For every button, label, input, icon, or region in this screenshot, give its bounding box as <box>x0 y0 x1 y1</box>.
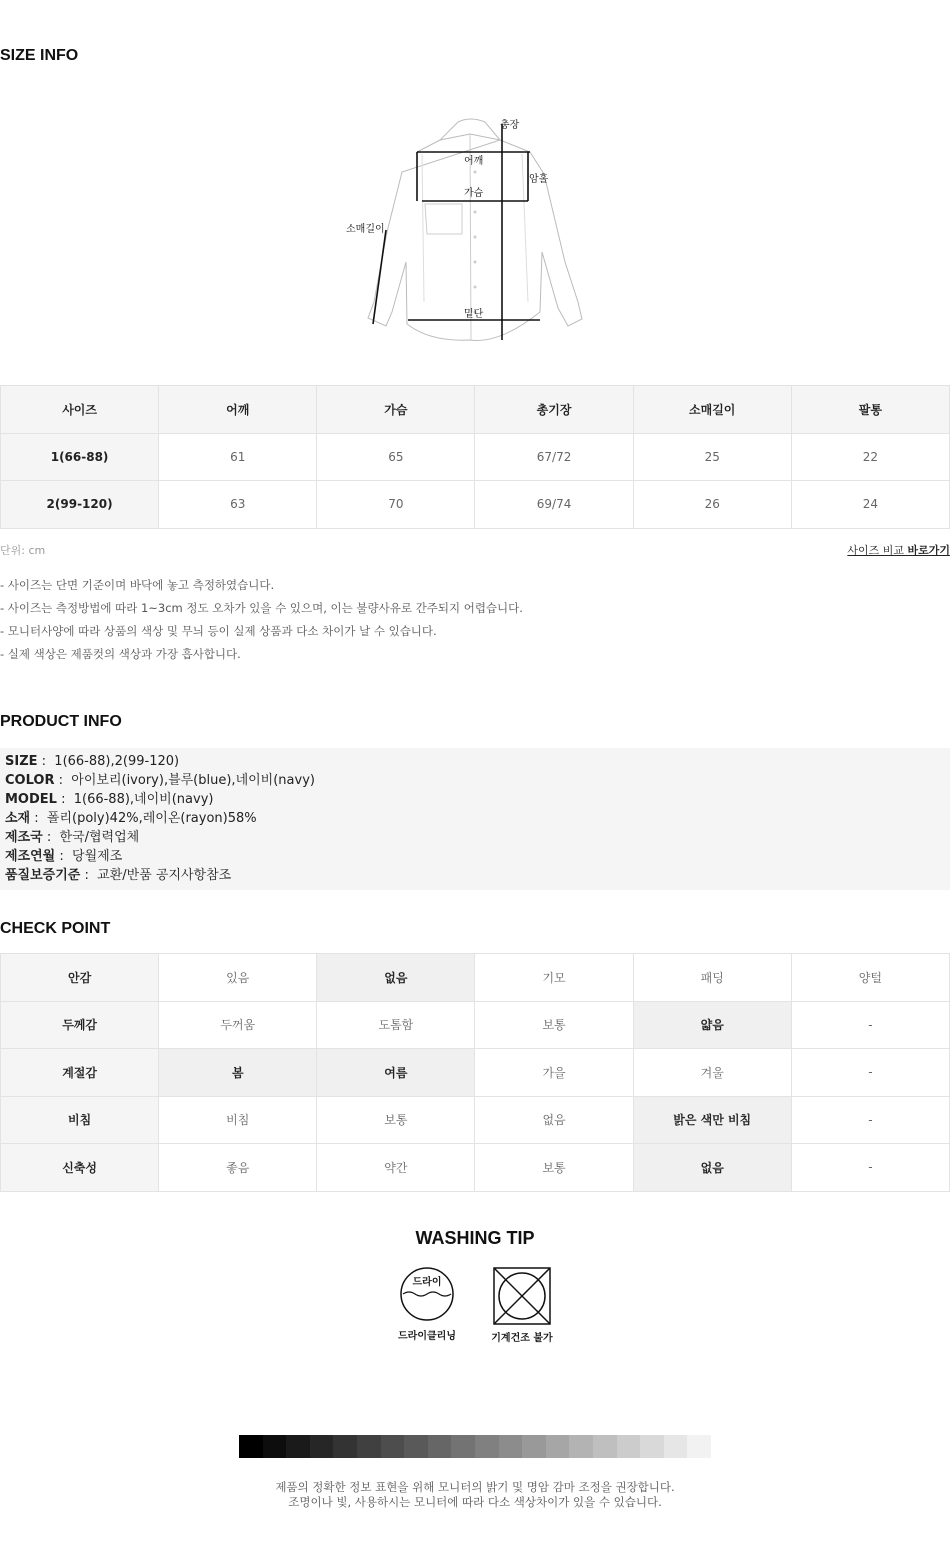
label-total-length: 총장 <box>500 120 520 131</box>
grayscale-swatch <box>546 1435 570 1458</box>
check-option-cell: 도톰함 <box>317 1001 475 1049</box>
size-table-header: 사이즈 <box>1 386 159 434</box>
no-tumble-dry-icon <box>492 1266 552 1326</box>
dry-clean-icon <box>399 1266 455 1322</box>
product-info-key: 품질보증기준 <box>5 868 81 883</box>
grayscale-swatch <box>357 1435 381 1458</box>
check-option-cell: - <box>791 1001 949 1049</box>
size-value-cell: 26 <box>633 481 791 529</box>
product-info-row: 소재 : 폴리(poly)42%,레이온(rayon)58% <box>5 811 257 826</box>
grayscale-swatch <box>617 1435 641 1458</box>
grayscale-swatch <box>310 1435 334 1458</box>
size-notes <box>0 574 523 666</box>
product-info-row: MODEL : 1(66-88),네이비(navy) <box>5 792 214 807</box>
grayscale-swatch <box>569 1435 593 1458</box>
no-tumble-dry-symbol <box>487 1266 557 1344</box>
table-row <box>1 1001 950 1049</box>
note-line: - 모니터사양에 따라 상품의 색상 및 무늬 등이 실제 상품과 다소 차이가 날 수 있습니다. <box>0 624 437 638</box>
disclaimer-line: 제품의 정확한 정보 표현을 위해 모니터의 밝기 및 명암 감마 조정을 권장합니다. <box>275 1480 675 1494</box>
product-info-value: 당월제조 <box>72 849 123 864</box>
product-info-value: 아이보리(ivory),블루(blue),네이비(navy) <box>71 773 315 788</box>
check-label-cell: 계절감 <box>1 1049 159 1097</box>
table-row <box>1 954 950 1002</box>
product-info-row: 제조연월 : 당월제조 <box>5 849 123 864</box>
note-line: - 실제 색상은 제품컷의 색상과 가장 흡사합니다. <box>0 647 241 661</box>
check-point-table <box>0 953 950 1192</box>
size-table-header: 어깨 <box>159 386 317 434</box>
check-option-cell-selected: 봄 <box>159 1049 317 1097</box>
product-info-box <box>0 748 950 890</box>
check-option-cell: 패딩 <box>633 954 791 1002</box>
size-info-title: SIZE INFO <box>0 47 79 64</box>
check-option-cell: 보통 <box>475 1001 633 1049</box>
label-hem: 밑단 <box>464 309 484 320</box>
size-label-cell: 1(66-88) <box>1 433 159 481</box>
size-value-cell: 61 <box>159 433 317 481</box>
product-info-value: 1(66-88),네이비(navy) <box>73 792 214 807</box>
product-info-row: COLOR : 아이보리(ivory),블루(blue),네이비(navy) <box>5 773 315 788</box>
size-label-cell: 2(99-120) <box>1 481 159 529</box>
note-line: - 사이즈는 측정방법에 따라 1~3cm 정도 오차가 있을 수 있으며, 이는 불량사유로 간주되지 어렵습니다. <box>0 601 523 615</box>
product-info-key: 제조국 <box>5 830 43 845</box>
check-label-cell: 신축성 <box>1 1144 159 1192</box>
unit-label: 단위: cm <box>0 544 46 557</box>
grayscale-swatch <box>451 1435 475 1458</box>
size-table-header: 총기장 <box>475 386 633 434</box>
dry-icon-text: 드라이 <box>412 1277 442 1288</box>
size-table <box>0 385 950 529</box>
grayscale-swatch <box>404 1435 428 1458</box>
check-option-cell: 있음 <box>159 954 317 1002</box>
size-compare-prefix: 사이즈 비교 <box>847 544 908 557</box>
size-value-cell: 70 <box>317 481 475 529</box>
table-row <box>1 1049 950 1097</box>
monitor-disclaimer <box>0 1480 950 1510</box>
product-info-value: 교환/반품 공지사항참조 <box>97 868 232 883</box>
grayscale-swatch <box>263 1435 287 1458</box>
table-row <box>1 1144 950 1192</box>
size-compare-bold: 바로가기 <box>907 544 950 557</box>
disclaimer-line: 조명이나 빛, 사용하시는 모니터에 따라 다소 색상차이가 있을 수 있습니다. <box>288 1495 662 1509</box>
product-info-row: SIZE : 1(66-88),2(99-120) <box>5 754 180 769</box>
check-option-cell-selected: 얇음 <box>633 1001 791 1049</box>
product-info-row: 품질보증기준 : 교환/반품 공지사항참조 <box>5 868 232 883</box>
table-row <box>1 1096 950 1144</box>
table-row <box>1 433 950 481</box>
product-info-key: SIZE <box>5 754 38 769</box>
check-option-cell: - <box>791 1049 949 1097</box>
check-option-cell: - <box>791 1096 949 1144</box>
label-sleeve: 소매길이 <box>346 224 385 235</box>
check-option-cell: 약간 <box>317 1144 475 1192</box>
check-option-cell: 가을 <box>475 1049 633 1097</box>
check-option-cell-selected: 밝은 색만 비침 <box>633 1096 791 1144</box>
grayscale-swatch <box>499 1435 523 1458</box>
check-option-cell: 보통 <box>317 1096 475 1144</box>
check-option-cell-selected: 여름 <box>317 1049 475 1097</box>
check-label-cell: 비침 <box>1 1096 159 1144</box>
grayscale-swatch <box>475 1435 499 1458</box>
label-shoulder: 어깨 <box>464 156 484 167</box>
grayscale-swatch <box>381 1435 405 1458</box>
check-option-cell: 양털 <box>791 954 949 1002</box>
grayscale-swatch <box>687 1435 711 1458</box>
grayscale-swatch <box>522 1435 546 1458</box>
check-option-cell: 겨울 <box>633 1049 791 1097</box>
grayscale-swatch <box>239 1435 263 1458</box>
check-option-cell: - <box>791 1144 949 1192</box>
product-info-key: 제조연월 <box>5 849 56 864</box>
check-option-cell: 없음 <box>475 1096 633 1144</box>
product-info-value: 1(66-88),2(99-120) <box>54 754 180 769</box>
size-value-cell: 65 <box>317 433 475 481</box>
grayscale-swatch <box>664 1435 688 1458</box>
product-info-row: 제조국 : 한국/협력업체 <box>5 830 140 845</box>
product-info-value: 한국/협력업체 <box>59 830 140 845</box>
dry-clean-label: 드라이클리닝 <box>398 1331 456 1342</box>
size-value-cell: 22 <box>791 433 949 481</box>
note-line: - 사이즈는 단면 기준이며 바닥에 놓고 측정하였습니다. <box>0 578 275 592</box>
size-value-cell: 67/72 <box>475 433 633 481</box>
size-value-cell: 24 <box>791 481 949 529</box>
product-info-title: PRODUCT INFO <box>0 713 122 730</box>
size-table-header-row <box>1 386 950 434</box>
check-option-cell: 기모 <box>475 954 633 1002</box>
grayscale-calibration-strip <box>239 1435 711 1458</box>
product-info-key: 소재 <box>5 811 31 826</box>
check-option-cell-selected: 없음 <box>317 954 475 1002</box>
check-option-cell: 좋음 <box>159 1144 317 1192</box>
size-table-header: 소매길이 <box>633 386 791 434</box>
check-option-cell: 보통 <box>475 1144 633 1192</box>
grayscale-swatch <box>333 1435 357 1458</box>
dry-clean-symbol <box>395 1266 459 1342</box>
size-table-header: 가슴 <box>317 386 475 434</box>
check-label-cell: 두께감 <box>1 1001 159 1049</box>
label-chest: 가슴 <box>464 188 484 199</box>
product-info-value: 폴리(poly)42%,레이온(rayon)58% <box>46 811 257 826</box>
grayscale-swatch <box>428 1435 452 1458</box>
size-value-cell: 69/74 <box>475 481 633 529</box>
product-info-key: COLOR <box>5 773 55 788</box>
grayscale-swatch <box>640 1435 664 1458</box>
check-point-title: CHECK POINT <box>0 920 111 937</box>
size-compare-link[interactable] <box>847 542 950 558</box>
table-row <box>1 481 950 529</box>
check-option-cell: 두꺼움 <box>159 1001 317 1049</box>
product-info-key: MODEL <box>5 792 57 807</box>
check-option-cell: 비침 <box>159 1096 317 1144</box>
washing-tip-title: WASHING TIP <box>415 1228 535 1248</box>
check-label-cell: 안감 <box>1 954 159 1002</box>
size-value-cell: 25 <box>633 433 791 481</box>
no-tumble-dry-label: 기계건조 불가 <box>491 1333 553 1344</box>
label-armhole: 암홀 <box>529 174 549 185</box>
grayscale-swatch <box>286 1435 310 1458</box>
grayscale-swatch <box>593 1435 617 1458</box>
check-option-cell-selected: 없음 <box>633 1144 791 1192</box>
size-value-cell: 63 <box>159 481 317 529</box>
size-table-header: 팔통 <box>791 386 949 434</box>
shirt-measurement-diagram <box>330 112 610 352</box>
